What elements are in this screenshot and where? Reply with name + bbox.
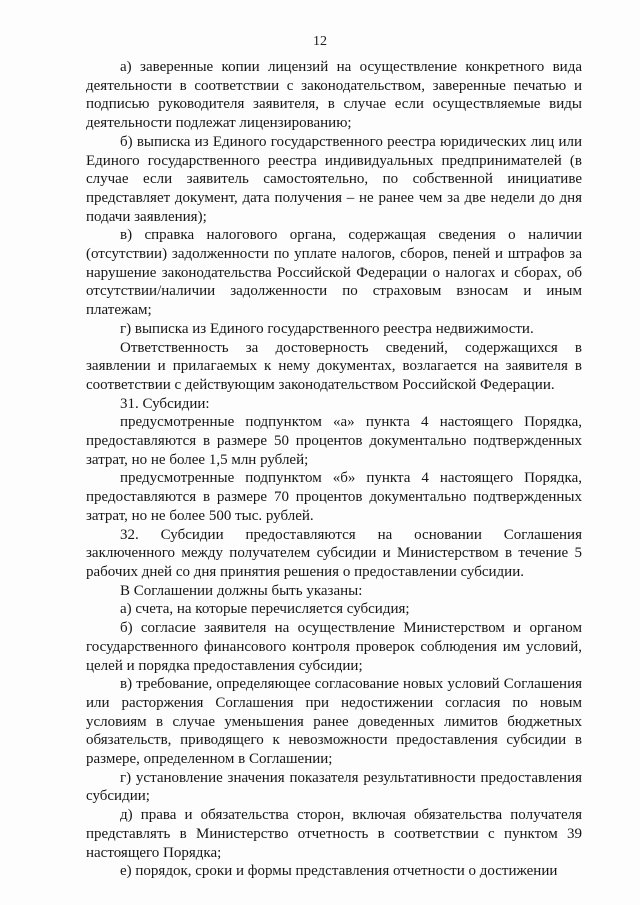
- paragraph-item-31: 31. Субсидии:: [120, 395, 210, 412]
- paragraph-agreement-a: а) счета, на которые перечисляется субсидия;: [120, 601, 410, 618]
- paragraph-agreement-d: д) права и обязательства сторон, включая обязательства получателя представлять в Министерство отчетность в соответствии с пунктом 39 настоящего Порядка;: [86, 807, 582, 861]
- paragraph-item-32: 32. Субсидии предоставляются на основании Соглашения заключенного между получателем субсидии и Министерством в течение 5 рабочих дней со дня принятия решения о предоставлении субсидии.: [86, 526, 582, 580]
- paragraph-subsidy-a: предусмотренные подпунктом «а» пункта 4 настоящего Порядка, предоставляются в размере 50 процентов документально подтвержденных затрат, но не более 1,5 млн рублей;: [86, 414, 582, 468]
- document-body: [86, 58, 582, 881]
- paragraph-licenses: а) заверенные копии лицензий на осуществление конкретного вида деятельности в соответствии с законодательством, заверенные печатью и подписью руководителя заявителя, в случае если осуществляемые виды деятельности подлежат лицензированию;: [86, 59, 582, 132]
- paragraph-agreement-e: е) порядок, сроки и формы представления отчетности о достижении: [120, 863, 558, 880]
- paragraph-agreement-g: г) установление значения показателя результативности предоставления субсидии;: [86, 769, 582, 805]
- paragraph-responsibility: Ответственность за достоверность сведений, содержащихся в заявлении и прилагаемых к нему документах, возлагается на заявителя в соответствии с действующим законодательством Российской Федерации.: [86, 339, 582, 393]
- page-number: 12: [313, 34, 327, 49]
- paragraph-agreement-intro: В Соглашении должны быть указаны:: [120, 582, 363, 599]
- paragraph-agreement-v: в) требование, определяющее согласование новых условий Соглашения или расторжения Соглашения при недостижении согласия по новым условиям в случае уменьшения ранее доведенных лимитов бюджетных обязательств, приводящего к невозможности предоставления субсидии в размере, определенном в Соглашении;: [86, 676, 582, 768]
- paragraph-tax-certificate: в) справка налогового органа, содержащая сведения о наличии (отсутствии) задолженности по уплате налогов, сборов, пеней и штрафов за нарушение законодательства Российской Федерации о налогах и сборах, об отсутствии/наличии задолженности по страховым взносам и иным платежам;: [86, 227, 582, 319]
- paragraph-egrul-extract: б) выписка из Единого государственного реестра юридических лиц или Единого государственного реестра индивидуальных предпринимателей (в случае если заявитель самостоятельно, по собственной инициативе представляет документ, дата получения – не ранее чем за две недели до дня подачи заявления);: [86, 133, 582, 225]
- paragraph-real-estate-extract: г) выписка из Единого государственного реестра недвижимости.: [120, 320, 534, 337]
- paragraph-agreement-b: б) согласие заявителя на осуществление Министерством и органом государственного финансового контроля проверок соблюдения им условий, целей и порядка предоставления субсидии;: [86, 620, 582, 674]
- paragraph-subsidy-b: предусмотренные подпунктом «б» пункта 4 настоящего Порядка, предоставляются в размере 70 процентов документально подтвержденных затрат, но не более 500 тыс. рублей.: [86, 470, 582, 524]
